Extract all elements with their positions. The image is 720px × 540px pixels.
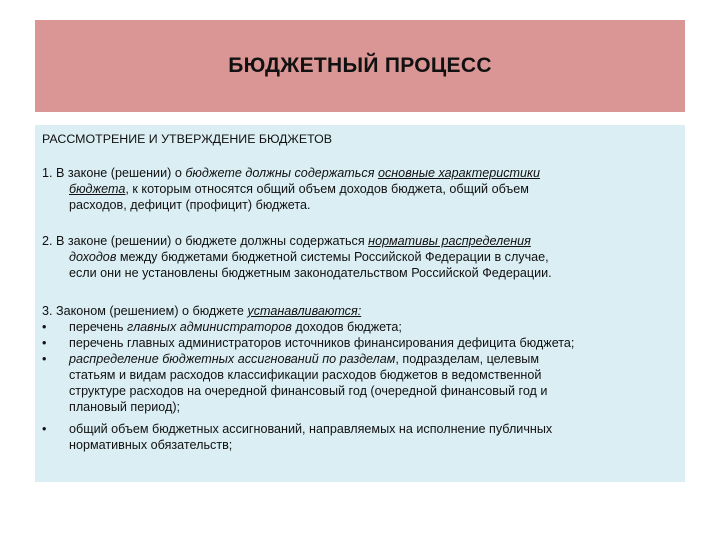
list-item: [42, 421, 678, 437]
text: общий объем бюджетных ассигнований, направляемых на исполнение публичных: [69, 422, 553, 436]
paragraph-3: [42, 303, 678, 453]
text: 1. В законе (решении) о: [42, 166, 186, 180]
bullet-icon: •: [42, 336, 47, 350]
section-heading: РАССМОТРЕНИЕ И УТВЕРЖДЕНИЕ БЮДЖЕТОВ: [42, 132, 333, 146]
list-item-continuation: плановый период);: [69, 400, 181, 414]
slide: [35, 20, 685, 482]
paragraph-3-intro: [42, 303, 678, 319]
paragraph-2-line-2: [42, 249, 678, 265]
text-italic-underlined: нормативы распределения: [368, 234, 531, 248]
list-item: [42, 335, 678, 351]
text-italic: главных администраторов: [127, 320, 292, 334]
text: между бюджетами бюджетной системы Российской Федерации в случае,: [116, 250, 549, 264]
list-item-continuation: нормативных обязательств;: [69, 438, 233, 452]
list-item-continuation: структуре расходов на очередной финансовый год (очередной финансовый год и: [69, 384, 548, 398]
text-italic: доходов: [69, 250, 117, 264]
paragraph-1-line-2: [42, 181, 678, 197]
paragraph-2: [42, 233, 678, 281]
paragraph-1-line-3: расходов, дефицит (профицит) бюджета.: [69, 198, 311, 212]
text: 2. В законе (решении) о бюджете должны содержаться: [42, 234, 369, 248]
page-title: БЮДЖЕТНЫЙ ПРОЦЕСС: [228, 54, 492, 77]
bullet-icon: •: [42, 352, 47, 366]
text-italic: распределение бюджетных ассигнований по разделам: [69, 352, 396, 366]
bullet-icon: •: [42, 320, 47, 334]
content-panel: [35, 125, 685, 482]
text: 3. Законом (решением) о бюджете: [42, 304, 248, 318]
paragraph-2-line-1: [42, 233, 678, 249]
list-item: [42, 319, 678, 335]
text: , подразделам, целевым: [395, 352, 539, 366]
text: перечень: [69, 320, 127, 334]
paragraph-2-line-3: если они не установлены бюджетным законодательством Российской Федерации.: [69, 266, 552, 280]
paragraph-1: [42, 165, 678, 213]
text-italic-underlined: бюджета: [69, 182, 126, 196]
text: перечень главных администраторов источников финансирования дефицита бюджета;: [69, 336, 575, 350]
list-item: [42, 351, 678, 367]
text-italic-underlined: устанавливаются:: [247, 304, 362, 318]
text: доходов бюджета;: [291, 320, 402, 334]
bullet-icon: •: [42, 422, 47, 436]
title-banner: [35, 20, 685, 112]
list-item-continuation: статьям и видам расходов классификации расходов бюджетов в ведомственной: [69, 368, 542, 382]
text-italic-underlined: основные характеристики: [377, 166, 540, 180]
text-italic: бюджете должны содержаться: [185, 166, 378, 180]
paragraph-1-line-1: [42, 165, 678, 181]
text: , к которым относятся общий объем доходов бюджета, общий объем: [125, 182, 529, 196]
